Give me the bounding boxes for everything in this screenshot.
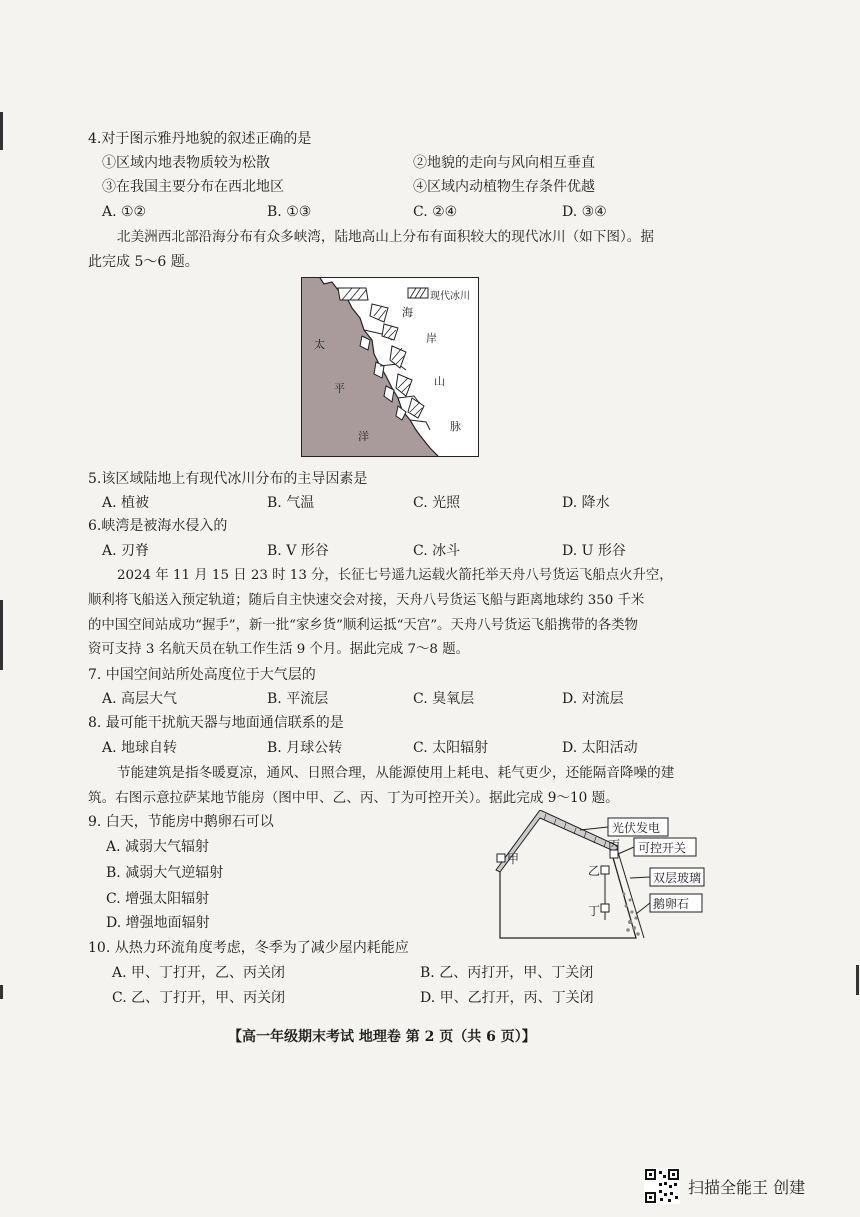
map-label-yang: 洋 — [358, 430, 369, 443]
q7-stem: 7. 中国空间站所处高度位于大气层的 — [88, 667, 316, 683]
map-legend-label: 现代冰川 — [430, 291, 470, 302]
q9-option-b: B. 减弱大气逆辐射 — [106, 865, 224, 881]
double-glass-outer — [618, 852, 644, 938]
fjord-map — [301, 277, 479, 457]
house-label-ding: 丁 — [588, 904, 601, 918]
q8-stem: 8. 最可能干扰航天器与地面通信联系的是 — [88, 715, 344, 731]
switch-yi — [601, 866, 609, 874]
q5-stem: 5.该区域陆地上有现代冰川分布的主导因素是 — [88, 471, 368, 487]
q9-option-c: C. 增强太阳辐射 — [106, 891, 210, 907]
q5-option-d: D. 降水 — [562, 495, 610, 511]
map-legend — [408, 288, 428, 298]
q5-option-c: C. 光照 — [413, 495, 461, 511]
q7-option-d: D. 对流层 — [562, 691, 624, 707]
q6-option-c: C. 冰斗 — [413, 543, 461, 559]
page-footer: 【高一年级期末考试 地理卷 第 2 页（共 6 页）】 — [228, 1029, 536, 1045]
q4-statement-1: ①区域内地表物质较为松散 — [102, 155, 270, 171]
q4-statement-3: ③在我国主要分布在西北地区 — [102, 179, 284, 195]
house-label-pv: 光伏发电 — [612, 821, 661, 835]
q8-option-d: D. 太阳活动 — [562, 740, 638, 756]
switch-jia — [497, 854, 505, 862]
q5-option-b: B. 气温 — [267, 495, 315, 511]
intro-5-6-line2: 此完成 5～6 题。 — [88, 254, 199, 270]
map-label-an: 岸 — [426, 332, 437, 345]
q4-statement-2: ②地貌的走向与风向相互垂直 — [413, 155, 595, 171]
q4-option-a: A. ①② — [102, 204, 147, 220]
intro-7-8-line4: 资可支持 3 名航天员在轨工作生活 9 个月。据此完成 7～8 题。 — [88, 642, 469, 657]
q7-option-c: C. 臭氧层 — [413, 691, 475, 707]
house-label-yi: 乙 — [588, 864, 601, 878]
q4-option-d: D. ③④ — [562, 204, 607, 220]
q4-option-c: C. ②④ — [413, 204, 458, 220]
intro-9-10-line1: 节能建筑是指冬暖夏凉，通风、日照合理，从能源使用上耗电、耗气更少，还能隔音降噪的建 — [117, 765, 675, 781]
house-label-bing: 丙 — [608, 838, 621, 852]
q10-stem: 10. 从热力环流角度考虑，冬季为了减少屋内耗能应 — [88, 940, 409, 956]
scan-edge-mark — [0, 112, 3, 150]
map-label-mai: 脉 — [450, 420, 461, 433]
q9-option-d: D. 增强地面辐射 — [106, 915, 210, 931]
q4-stem: 4.对于图示雅丹地貌的叙述正确的是 — [88, 131, 312, 147]
house-label-jia: 甲 — [507, 852, 520, 866]
energy-saving-house-diagram — [490, 810, 730, 940]
map-label-tai: 太 — [314, 338, 325, 351]
q7-option-b: B. 平流层 — [267, 691, 329, 707]
q6-option-b: B. V 形谷 — [267, 543, 329, 559]
map-label-ping: 平 — [334, 382, 345, 395]
scan-edge-mark — [0, 600, 3, 670]
q10-option-c: C. 乙、丁打开，甲、丙关闭 — [112, 990, 286, 1006]
scan-edge-mark — [856, 965, 859, 995]
intro-5-6-line1: 北美洲西北部沿海分布有众多峡湾，陆地高山上分布有面积较大的现代冰川（如下图）。据 — [117, 229, 654, 245]
q8-option-a: A. 地球自转 — [102, 740, 178, 756]
q4-statement-4: ④区域内动植物生存条件优越 — [413, 179, 595, 195]
q8-option-b: B. 月球公转 — [267, 740, 343, 756]
q6-option-d: D. U 形谷 — [562, 543, 626, 559]
qr-code-icon — [644, 1168, 680, 1204]
scanner-watermark — [644, 1167, 805, 1205]
intro-7-8-line1: 2024 年 11 月 15 日 23 时 13 分，长征七号遥九运载火箭托举天舟八号货运飞船点火升空， — [117, 568, 673, 583]
q10-option-b: B. 乙、丙打开，甲、丁关闭 — [420, 965, 594, 981]
q6-option-a: A. 刃脊 — [102, 543, 150, 559]
q9-stem: 9. 白天，节能房中鹅卵石可以 — [88, 814, 274, 830]
ocean-area — [302, 278, 438, 456]
house-label-glass: 双层玻璃 — [653, 871, 702, 885]
q5-option-a: A. 植被 — [102, 495, 150, 511]
intro-9-10-line2: 筑。右图示意拉萨某地节能房（图中甲、乙、丙、丁为可控开关）。据此完成 9～10 题。 — [88, 790, 619, 806]
intro-7-8-line2: 顺利将飞船送入预定轨道；随后自主快速交会对接，天舟八号货运飞船与距离地球约 350 千米 — [88, 593, 645, 608]
q10-option-a: A. 甲、丁打开，乙、丙关闭 — [112, 965, 286, 981]
house-label-switch: 可控开关 — [638, 841, 687, 855]
q9-option-a: A. 减弱大气辐射 — [106, 839, 210, 855]
scanner-brand-text: 扫描全能王 创建 — [688, 1177, 806, 1197]
intro-7-8-line3: 的中国空间站成功“握手”，新一批“家乡货”顺利运抵“天宫”。天舟八号货运飞船携带的各类物 — [88, 618, 638, 633]
scan-edge-mark — [0, 985, 3, 999]
map-label-shan: 山 — [434, 375, 445, 388]
q4-option-b: B. ①③ — [267, 204, 312, 220]
switch-ding — [601, 904, 609, 912]
q8-option-c: C. 太阳辐射 — [413, 740, 489, 756]
house-label-pebble: 鹅卵石 — [653, 897, 690, 911]
q7-option-a: A. 高层大气 — [102, 691, 178, 707]
map-label-hai: 海 — [402, 306, 413, 319]
double-glass — [612, 854, 636, 938]
q6-stem: 6.峡湾是被海水侵入的 — [88, 518, 228, 534]
q10-option-d: D. 甲、乙打开，丙、丁关闭 — [420, 990, 594, 1006]
